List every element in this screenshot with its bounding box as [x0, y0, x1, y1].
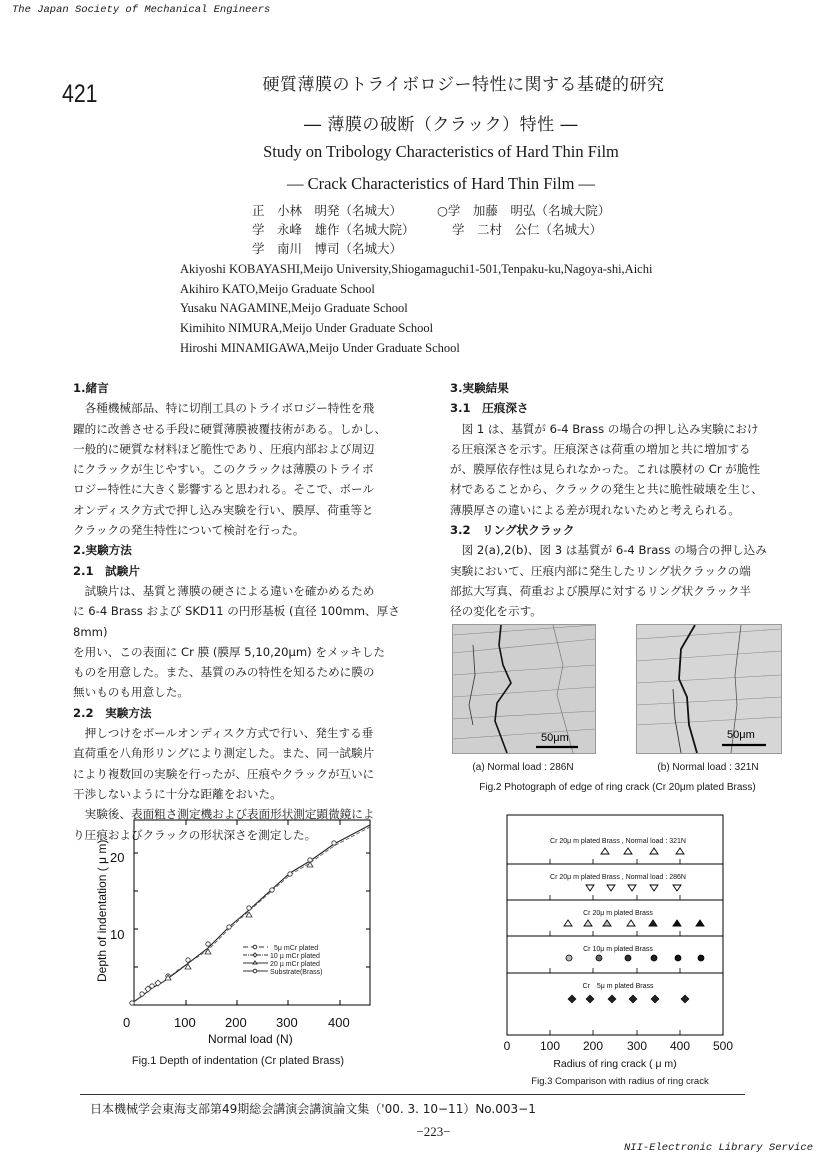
- fig3-plot: [490, 812, 750, 1077]
- crack-photo-b: [637, 625, 781, 753]
- subsection-heading: 3.2 リング状クラック: [450, 523, 575, 538]
- authors-en-block: [180, 260, 652, 359]
- page-number: −223−: [416, 1124, 451, 1139]
- fig2b-caption: (b) Normal load : 321N: [657, 762, 759, 773]
- subsection-heading: 2.1 試験片: [73, 563, 140, 578]
- fig1-chart: [88, 812, 388, 1052]
- x-tick: 200: [582, 1039, 604, 1053]
- author-en: Kimihito NIMURA,Meijo Under Graduate School: [180, 321, 434, 336]
- right-column: [450, 378, 785, 622]
- text-line: 各種機械部品、特に切削工具のトライボロジー特性を飛: [84, 401, 375, 416]
- x-tick: 300: [626, 1039, 648, 1053]
- text-line: 無いものも用意した。: [73, 685, 189, 700]
- text-line: を用い、この表面に Cr 膜 (膜厚 5,10,20μm) をメッキした: [73, 644, 385, 659]
- fig1-plot: [88, 812, 388, 1052]
- fig3-chart: [490, 812, 750, 1077]
- x-tick: 500: [712, 1039, 734, 1053]
- x-axis-label: Normal load (N): [208, 1032, 293, 1046]
- society-header: The Japan Society of Mechanical Engineers: [12, 4, 271, 16]
- text-line: 一般的に硬質な材料ほど脆性であり、圧痕内部および周辺: [73, 441, 375, 456]
- legend-substrate: Substrate(Brass): [270, 969, 323, 976]
- text-line: 直荷重を八角形リングにより測定した。また、同一試験片: [73, 746, 375, 761]
- left-column: [73, 378, 408, 845]
- section-heading: 3.実験結果: [450, 381, 509, 395]
- title-en-sub: ― Crack Characteristics of Hard Thin Film ―: [286, 174, 596, 193]
- author-jp: 学 永峰 雄作（名城大院）: [252, 222, 415, 237]
- text-line: 実験後、表面粗さ測定機および表面形状測定顕微鏡によ: [84, 807, 375, 822]
- text-line: 材であることから、クラックの発生と共に脆性破壊を生じ、: [450, 482, 763, 497]
- footer-divider: [80, 1094, 745, 1095]
- scale-bar-label: 50μm: [541, 732, 569, 744]
- x-tick: 100: [174, 1015, 196, 1030]
- x-tick: 0: [503, 1039, 511, 1053]
- text-line: に 6-4 Brass および SKD11 の円形基板 (直径 100mm、厚さ 8mm): [73, 604, 400, 639]
- text-line: り圧痕およびクラックの形状深さを測定した。: [73, 827, 317, 842]
- fig2-caption: Fig.2 Photograph of edge of ring crack (Cr 20μm plated Brass): [479, 782, 756, 793]
- subsection-heading: 2.2 実験方法: [73, 705, 152, 720]
- section-heading: 1.緒言: [73, 381, 109, 395]
- author-en: Hiroshi MINAMIGAWA,Meijo Under Graduate School: [180, 340, 460, 355]
- text-line: が、膜厚依存性は見られなかった。これは膜材の Cr が脆性: [450, 462, 761, 477]
- text-line: 薄膜厚さの違いによる差が現れないためと考えられる。: [450, 502, 740, 517]
- subsection-heading: 3.1 圧痕深さ: [450, 401, 529, 416]
- text-line: 図 1 は、基質が 6-4 Brass の場合の押し込み実験におけ: [461, 421, 759, 436]
- text-line: 図 2(a),2(b)、図 3 は基質が 6-4 Brass の場合の押し込み: [461, 543, 767, 558]
- y-axis-label: Depth of indentation ( μ m): [95, 839, 109, 982]
- text-line: る圧痕深さを示す。圧痕深さは荷重の増加と共に増加する: [450, 441, 751, 456]
- legend-5um: 5μ mCr plated: [274, 945, 319, 952]
- x-tick: 100: [539, 1039, 561, 1053]
- author-en: Akiyoshi KOBAYASHI,Meijo University,Shiogamaguchi1-501,Tenpaku-ku,Nagoya-shi,Aichi: [180, 262, 653, 276]
- crack-photo-a: [453, 625, 595, 753]
- text-line: 躍的に改善させる手段に硬質薄膜被覆技術がある。しかし、: [73, 421, 387, 436]
- author-jp: 学 南川 博司（名城大）: [252, 241, 403, 256]
- fig2b-photo: [636, 624, 782, 754]
- scale-bar-label: 50μm: [727, 729, 755, 741]
- text-line: 実験において、圧痕内部に発生したリング状クラックの端: [450, 563, 751, 578]
- title-en-main: Study on Tribology Characteristics of Hard Thin Film: [263, 142, 619, 161]
- authors-jp-block: [252, 201, 610, 258]
- text-line: クラックの発生特性について検討を行った。: [73, 523, 305, 538]
- x-tick: 300: [276, 1015, 298, 1030]
- text-line: 試験片は、基質と薄膜の硬さによる違いを確かめるため: [84, 583, 375, 598]
- fig3-row-label: Cr 20μ m plated Brass , Normal load : 286N: [550, 874, 686, 881]
- proceedings-citation: 日本機械学会東海支部第49期総会講演会講演論文集（'00. 3. 10−11）No.003−1: [90, 1102, 536, 1116]
- legend-20um: 20 μ mCr plated: [270, 961, 320, 968]
- text-line: オンディスク方式で押し込み実験を行い、膜厚、荷重等と: [73, 502, 374, 517]
- x-axis-label: Radius of ring crack ( μ m): [553, 1058, 677, 1070]
- text-line: 部拡大写真、荷重および膜厚に対するリング状クラック半: [450, 583, 751, 598]
- paper-number: 421: [62, 80, 98, 108]
- fig3-caption: Fig.3 Comparison with radius of ring crack: [531, 1076, 709, 1087]
- x-tick: 0: [123, 1015, 131, 1030]
- text-line: 干渉しないように十分な距離をおいた。: [73, 786, 282, 801]
- fig3-row-label: Cr 5μ m plated Brass: [582, 983, 654, 990]
- author-jp: 正 小林 明発（名城大）: [252, 203, 403, 218]
- fig3-row-label: Cr 20μ m plated Brass , Normal load : 321N: [550, 838, 686, 845]
- x-tick: 200: [225, 1015, 247, 1030]
- fig3-row-label: Cr 10μ m plated Brass: [583, 946, 653, 953]
- author-jp: ○学 加藤 明弘（名城大院）: [437, 203, 611, 218]
- text-line: ロジー特性に大きく影響すると思われる。そこで、ボール: [73, 482, 374, 497]
- section-heading: 2.実験方法: [73, 543, 132, 558]
- fig1-caption: Fig.1 Depth of indentation (Cr plated Brass): [131, 1055, 345, 1067]
- author-en: Akihiro KATO,Meijo Graduate School: [180, 281, 375, 296]
- x-tick: 400: [328, 1015, 350, 1030]
- title-jp-main: 硬質薄膜のトライボロジー特性に関する基礎的研究: [262, 75, 665, 95]
- fig2a-caption: (a) Normal load : 286N: [472, 762, 574, 773]
- text-line: ものを用意した。また、基質のみの特性を知るために膜の: [73, 665, 375, 680]
- author-jp: 学 二村 公仁（名城大）: [452, 222, 603, 237]
- fig3-row-label: Cr 20μ m plated Brass: [583, 910, 653, 917]
- author-en: Yusaku NAGAMINE,Meijo Graduate School: [180, 301, 408, 316]
- title-jp-sub: ― 薄膜の破断（クラック）特性 ―: [304, 115, 578, 135]
- y-tick: 20: [110, 850, 125, 865]
- text-line: により複数回の実験を行ったが、圧痕やクラックが互いに: [73, 766, 375, 781]
- text-line: 径の変化を示す。: [450, 604, 542, 619]
- x-tick: 400: [669, 1039, 691, 1053]
- text-line: 押しつけをボールオンディスク方式で行い、発生する垂: [84, 726, 374, 741]
- y-tick: 10: [110, 927, 125, 942]
- fig2a-photo: [452, 624, 596, 754]
- nii-service-footer: NII-Electronic Library Service: [623, 1142, 813, 1154]
- legend-10um: 10 μ mCr plated: [270, 953, 320, 960]
- text-line: にクラックが生じやすい。このクラックは薄膜のトライボ: [73, 462, 374, 477]
